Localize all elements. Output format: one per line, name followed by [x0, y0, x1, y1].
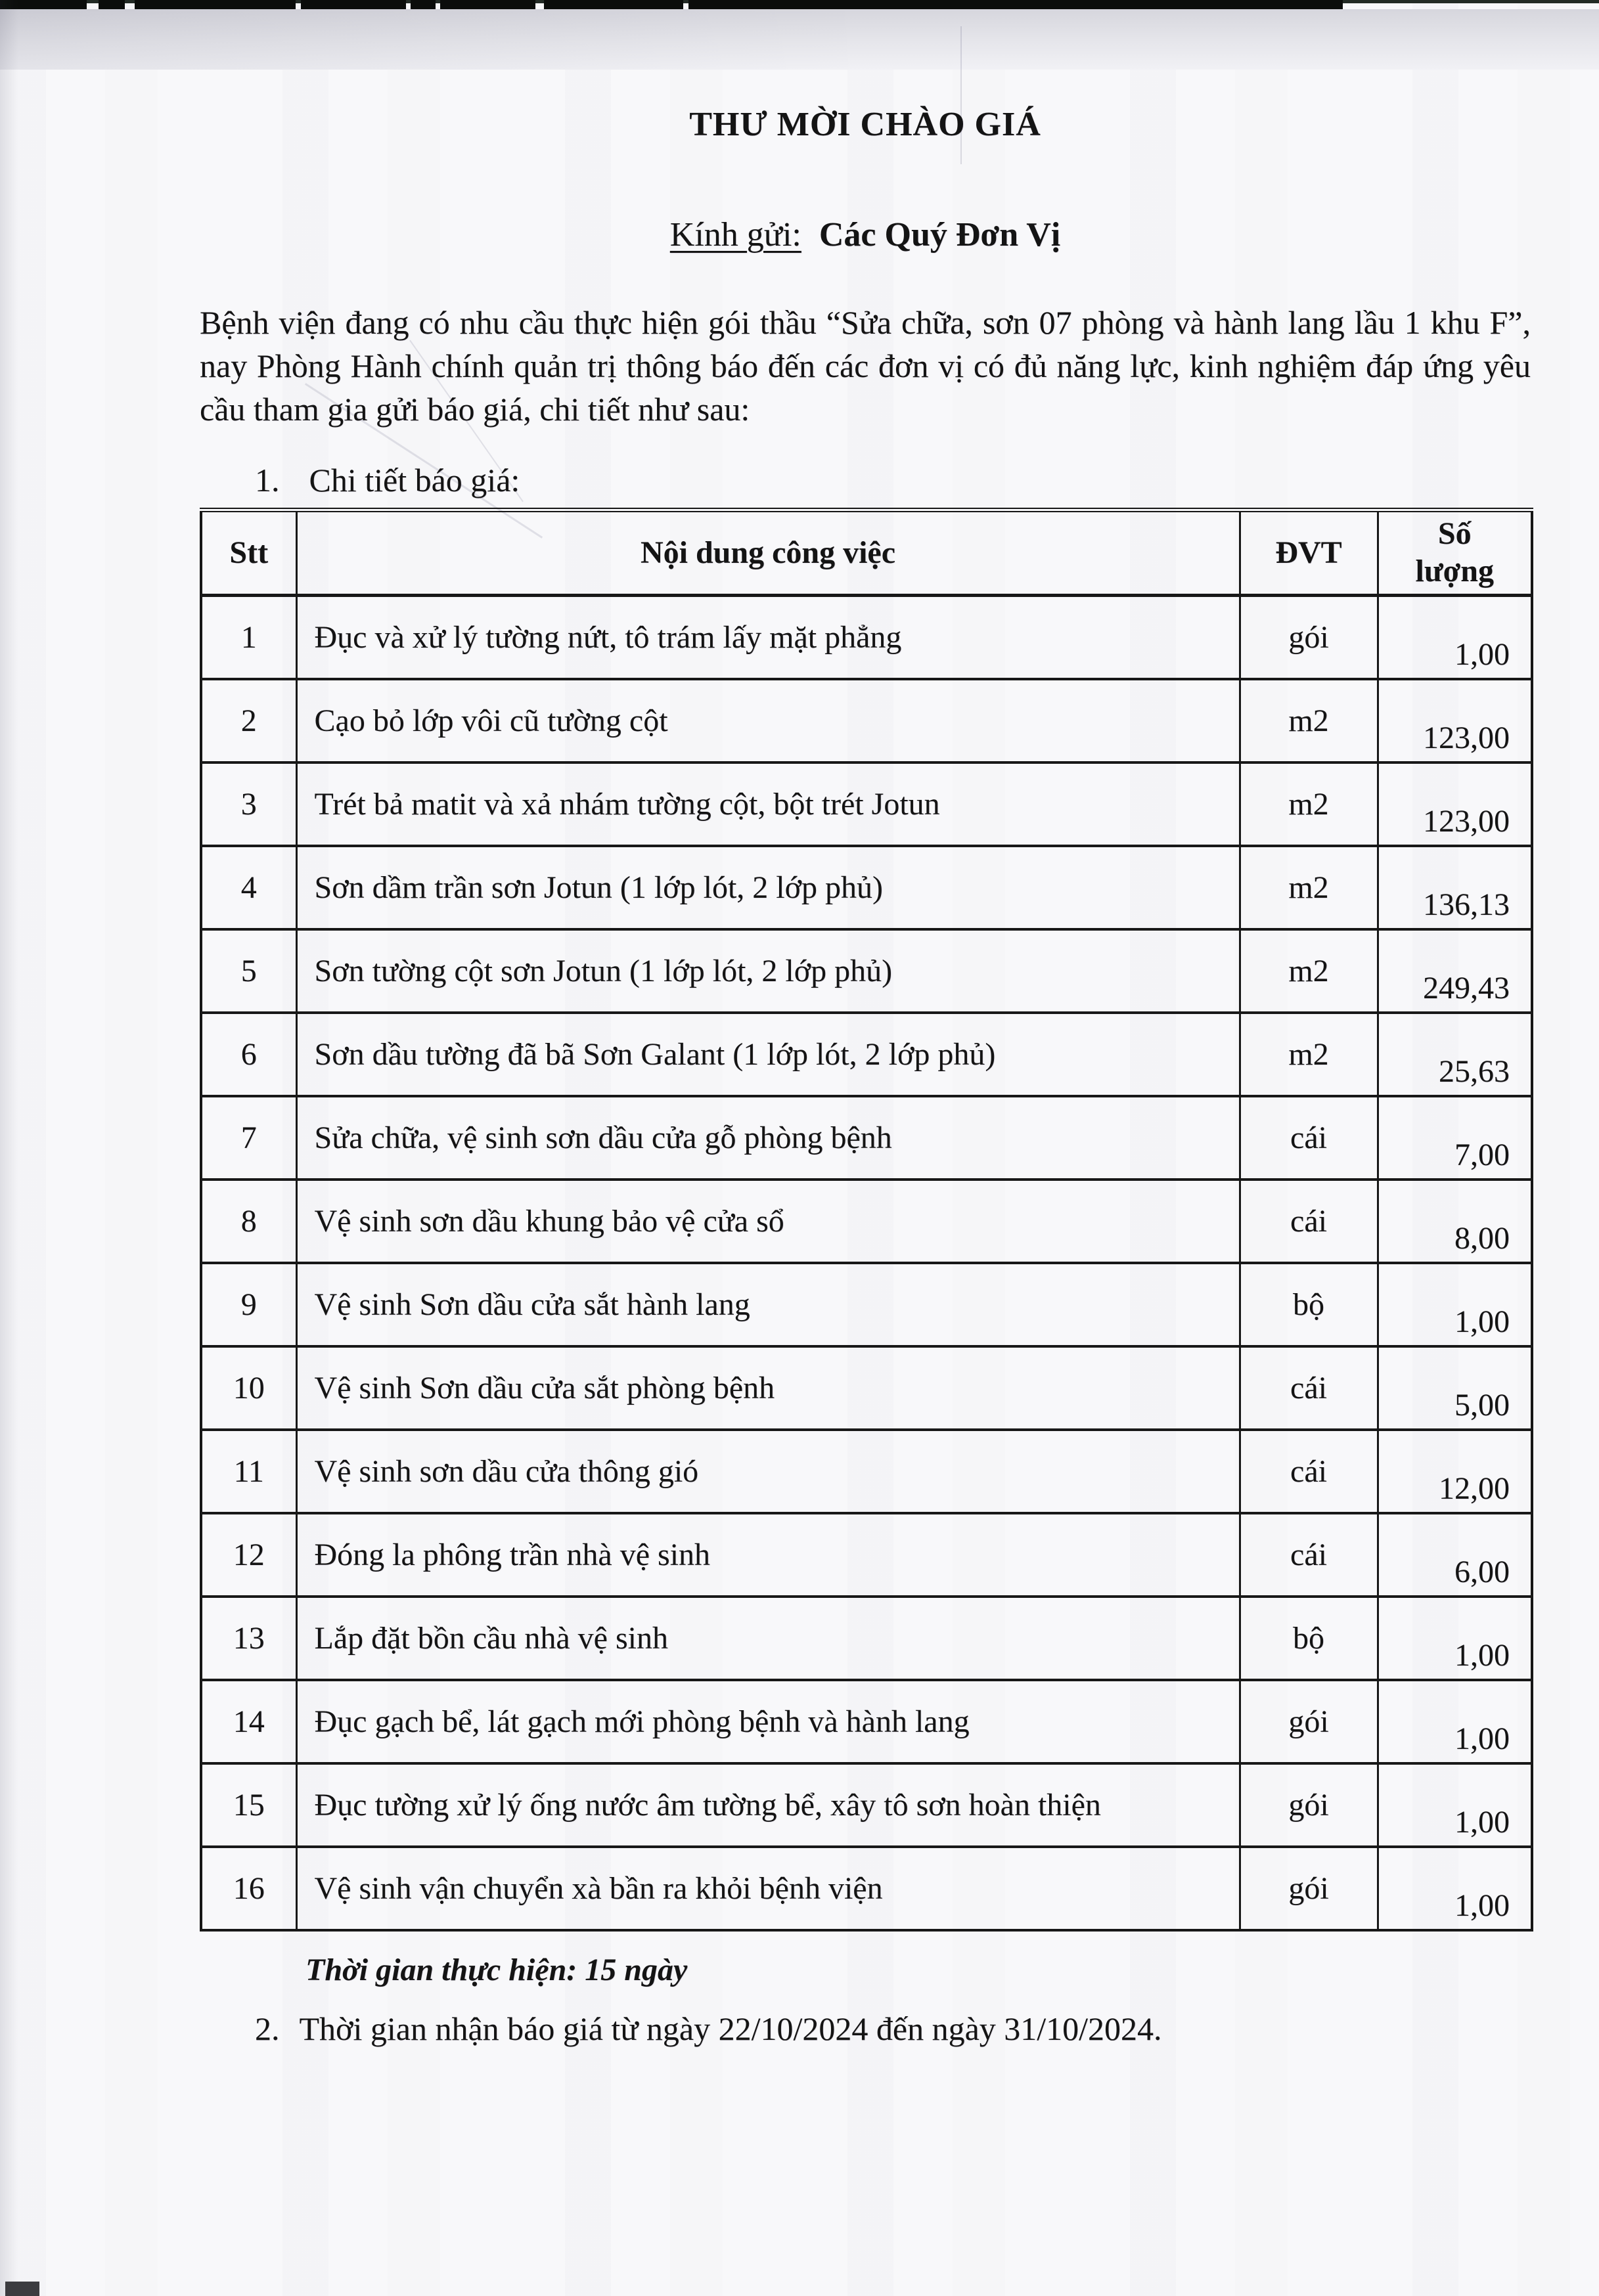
- table-row: [201, 1763, 1532, 1847]
- cell-stt: 6: [201, 1013, 296, 1096]
- cell-description: Sơn dầu tường đã bã Sơn Galant (1 lớp lót, 2 lớp phủ): [296, 1013, 1240, 1096]
- cell-quantity: 249,43: [1378, 929, 1532, 1013]
- cell-description: Đục và xử lý tường nứt, tô trám lấy mặt phẳng: [296, 596, 1240, 679]
- cell-description: Vệ sinh sơn dầu cửa thông gió: [296, 1430, 1240, 1513]
- duration-note: Thời gian thực hiện: 15 ngày: [305, 1953, 688, 1987]
- cell-unit: gói: [1240, 1847, 1378, 1930]
- section-2-number: 2.: [255, 2010, 280, 2047]
- cell-description: Vệ sinh sơn dầu khung bảo vệ cửa sổ: [296, 1180, 1240, 1263]
- cell-quantity: 123,00: [1378, 679, 1532, 762]
- cell-stt: 11: [201, 1430, 296, 1513]
- section-2-text: Thời gian nhận báo giá từ ngày 22/10/2024 đến ngày 31/10/2024.: [299, 2010, 1162, 2047]
- header-unit: ĐVT: [1240, 510, 1378, 596]
- section-1-number: 1.: [255, 462, 280, 498]
- cell-stt: 8: [201, 1180, 296, 1263]
- cell-stt: 2: [201, 679, 296, 762]
- cell-unit: cái: [1240, 1513, 1378, 1597]
- cell-description: Trét bả matit và xả nhám tường cột, bột trét Jotun: [296, 762, 1240, 846]
- cell-unit: m2: [1240, 929, 1378, 1013]
- cell-unit: cái: [1240, 1430, 1378, 1513]
- cell-quantity: 1,00: [1378, 1763, 1532, 1847]
- cell-unit: cái: [1240, 1346, 1378, 1430]
- cell-unit: cái: [1240, 1096, 1378, 1180]
- quote-table: [200, 508, 1533, 1932]
- cell-description: Vệ sinh Sơn dầu cửa sắt hành lang: [296, 1263, 1240, 1346]
- cell-stt: 14: [201, 1680, 296, 1763]
- intro-paragraph: Bệnh viện đang có nhu cầu thực hiện gói thầu “Sửa chữa, sơn 07 phòng và hành lang lầu 1 khu F”, nay Phòng Hành chính quản trị thông báo đến các đơn vị có đủ năng lực, kinh nghiệm đáp ứng yêu cầu tham gia gửi báo giá, chi tiết như sau:: [200, 304, 1531, 428]
- cell-unit: gói: [1240, 1763, 1378, 1847]
- cell-description: Đóng la phông trần nhà vệ sinh: [296, 1513, 1240, 1597]
- section-1-title: Chi tiết báo giá:: [309, 462, 520, 498]
- table-row: [201, 596, 1532, 679]
- cell-stt: 1: [201, 596, 296, 679]
- cell-description: Vệ sinh Sơn dầu cửa sắt phòng bệnh: [296, 1346, 1240, 1430]
- cell-quantity: 136,13: [1378, 846, 1532, 929]
- table-row: [201, 1597, 1532, 1680]
- table-row: [201, 679, 1532, 762]
- table-row: [201, 1847, 1532, 1930]
- cell-stt: 13: [201, 1597, 296, 1680]
- header-description: Nội dung công việc: [296, 510, 1240, 596]
- salutation-line: [200, 215, 1531, 254]
- table-row: [201, 929, 1532, 1013]
- cell-quantity: 8,00: [1378, 1180, 1532, 1263]
- cell-stt: 16: [201, 1847, 296, 1930]
- section-2-line: [255, 2010, 1162, 2048]
- table-row: [201, 1180, 1532, 1263]
- cell-unit: cái: [1240, 1180, 1378, 1263]
- cell-description: Vệ sinh vận chuyển xà bần ra khỏi bệnh viện: [296, 1847, 1240, 1930]
- cell-description: Sửa chữa, vệ sinh sơn dầu cửa gỗ phòng bệnh: [296, 1096, 1240, 1180]
- table-row: [201, 846, 1532, 929]
- page-title: THƯ MỜI CHÀO GIÁ: [689, 106, 1041, 143]
- table-row: [201, 1263, 1532, 1346]
- cell-stt: 3: [201, 762, 296, 846]
- cell-unit: bộ: [1240, 1263, 1378, 1346]
- table-row: [201, 1430, 1532, 1513]
- cell-stt: 10: [201, 1346, 296, 1430]
- cell-description: Đục tường xử lý ống nước âm tường bể, xây tô sơn hoàn thiện: [296, 1763, 1240, 1847]
- cell-stt: 5: [201, 929, 296, 1013]
- table-row: [201, 1013, 1532, 1096]
- cell-unit: m2: [1240, 762, 1378, 846]
- table-header-row: [201, 510, 1532, 596]
- cell-unit: gói: [1240, 1680, 1378, 1763]
- table-row: [201, 762, 1532, 846]
- cell-stt: 4: [201, 846, 296, 929]
- cell-quantity: 1,00: [1378, 1680, 1532, 1763]
- cell-unit: m2: [1240, 679, 1378, 762]
- cell-quantity: 1,00: [1378, 1263, 1532, 1346]
- cell-stt: 9: [201, 1263, 296, 1346]
- table-row: [201, 1513, 1532, 1597]
- cell-stt: 12: [201, 1513, 296, 1597]
- cell-description: Sơn tường cột sơn Jotun (1 lớp lót, 2 lớp phủ): [296, 929, 1240, 1013]
- header-stt: Stt: [201, 510, 296, 596]
- cell-quantity: 5,00: [1378, 1346, 1532, 1430]
- cell-unit: bộ: [1240, 1597, 1378, 1680]
- salutation-label: Kính gửi:: [669, 216, 801, 254]
- cell-quantity: 123,00: [1378, 762, 1532, 846]
- cell-quantity: 1,00: [1378, 596, 1532, 679]
- cell-description: Sơn dầm trần sơn Jotun (1 lớp lót, 2 lớp phủ): [296, 846, 1240, 929]
- cell-quantity: 7,00: [1378, 1096, 1532, 1180]
- cell-unit: gói: [1240, 596, 1378, 679]
- salutation-recipient: Các Quý Đơn Vị: [819, 216, 1061, 254]
- cell-description: Lắp đặt bồn cầu nhà vệ sinh: [296, 1597, 1240, 1680]
- cell-quantity: 12,00: [1378, 1430, 1532, 1513]
- cell-quantity: 25,63: [1378, 1013, 1532, 1096]
- table-row: [201, 1096, 1532, 1180]
- cell-stt: 15: [201, 1763, 296, 1847]
- table-row: [201, 1680, 1532, 1763]
- cell-quantity: 6,00: [1378, 1513, 1532, 1597]
- cell-stt: 7: [201, 1096, 296, 1180]
- cell-quantity: 1,00: [1378, 1847, 1532, 1930]
- cell-description: Cạo bỏ lớp vôi cũ tường cột: [296, 679, 1240, 762]
- section-1-heading: [255, 461, 520, 499]
- header-quantity: Số lượng: [1378, 510, 1532, 596]
- cell-unit: m2: [1240, 1013, 1378, 1096]
- cell-quantity: 1,00: [1378, 1597, 1532, 1680]
- cell-description: Đục gạch bể, lát gạch mới phòng bệnh và hành lang: [296, 1680, 1240, 1763]
- table-row: [201, 1346, 1532, 1430]
- cell-unit: m2: [1240, 846, 1378, 929]
